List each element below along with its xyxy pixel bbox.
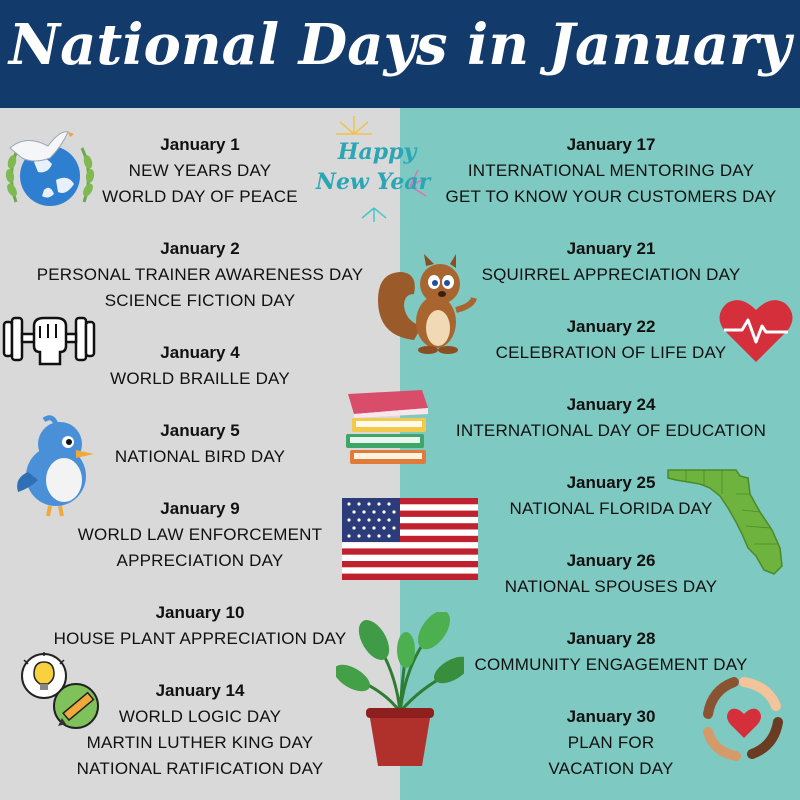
day-entry-january-2 [0, 236, 400, 314]
day-name: NATIONAL BIRD DAY [114, 447, 286, 466]
day-entry-january-28 [422, 626, 800, 678]
fireworks-icon [314, 112, 432, 224]
day-name: CELEBRATION OF LIFE DAY [495, 343, 727, 362]
day-name: GET TO KNOW YOUR CUSTOMERS DAY [445, 187, 777, 206]
day-date: January 9 [160, 499, 240, 518]
lightbulb-pencil-icon [18, 650, 102, 732]
hands-heart-icon [698, 672, 790, 766]
american-flag-icon [342, 498, 478, 580]
day-date: January 4 [160, 343, 240, 362]
header-banner [0, 0, 800, 108]
day-name: MARTIN LUTHER KING DAY [86, 733, 314, 752]
day-date: January 26 [566, 551, 656, 570]
day-date: January 14 [155, 681, 245, 700]
day-date: January 2 [160, 239, 240, 258]
page-title: National Days in January [8, 12, 792, 78]
day-name: VACATION DAY [548, 759, 674, 778]
day-date: January 30 [566, 707, 656, 726]
bluebird-icon [14, 414, 100, 518]
day-name: HOUSE PLANT APPRECIATION DAY [53, 629, 347, 648]
day-date: January 28 [566, 629, 656, 648]
day-name: PERSONAL TRAINER AWARENESS DAY [36, 265, 364, 284]
books-icon [344, 388, 432, 470]
day-name: WORLD LAW ENFORCEMENT [77, 525, 323, 544]
squirrel-icon [374, 250, 482, 358]
day-name: NEW YEARS DAY [128, 161, 272, 180]
day-date: January 25 [566, 473, 656, 492]
new-year-text: New Year [315, 169, 431, 195]
day-date: January 24 [566, 395, 656, 414]
day-name: COMMUNITY ENGAGEMENT DAY [474, 655, 748, 674]
heart-heartbeat-icon [718, 298, 794, 364]
day-name: SQUIRREL APPRECIATION DAY [481, 265, 741, 284]
day-date: January 10 [155, 603, 245, 622]
day-date: January 17 [566, 135, 656, 154]
day-name: WORLD DAY OF PEACE [102, 187, 298, 206]
day-date: January 22 [566, 317, 656, 336]
house-plant-icon [336, 612, 464, 770]
day-name: WORLD LOGIC DAY [118, 707, 282, 726]
day-name: NATIONAL FLORIDA DAY [509, 499, 713, 518]
day-date: January 5 [160, 421, 240, 440]
happy-text: Happy [337, 139, 417, 165]
florida-map-icon [666, 464, 788, 578]
day-name: NATIONAL SPOUSES DAY [504, 577, 718, 596]
day-entry-january-24 [422, 392, 800, 444]
day-name: NATIONAL RATIFICATION DAY [76, 759, 324, 778]
day-name: INTERNATIONAL MENTORING DAY [467, 161, 755, 180]
day-date: January 1 [160, 135, 240, 154]
day-entry-january-17 [422, 132, 800, 210]
day-name: SCIENCE FICTION DAY [104, 291, 296, 310]
happy-new-year-badge [314, 112, 432, 224]
day-name: APPRECIATION DAY [116, 551, 284, 570]
day-name: WORLD BRAILLE DAY [110, 369, 290, 388]
day-name: INTERNATIONAL DAY OF EDUCATION [455, 421, 767, 440]
globe-dove-icon [4, 124, 96, 218]
day-name: PLAN FOR [567, 733, 655, 752]
dumbbell-icon [0, 312, 98, 366]
day-date: January 21 [566, 239, 656, 258]
